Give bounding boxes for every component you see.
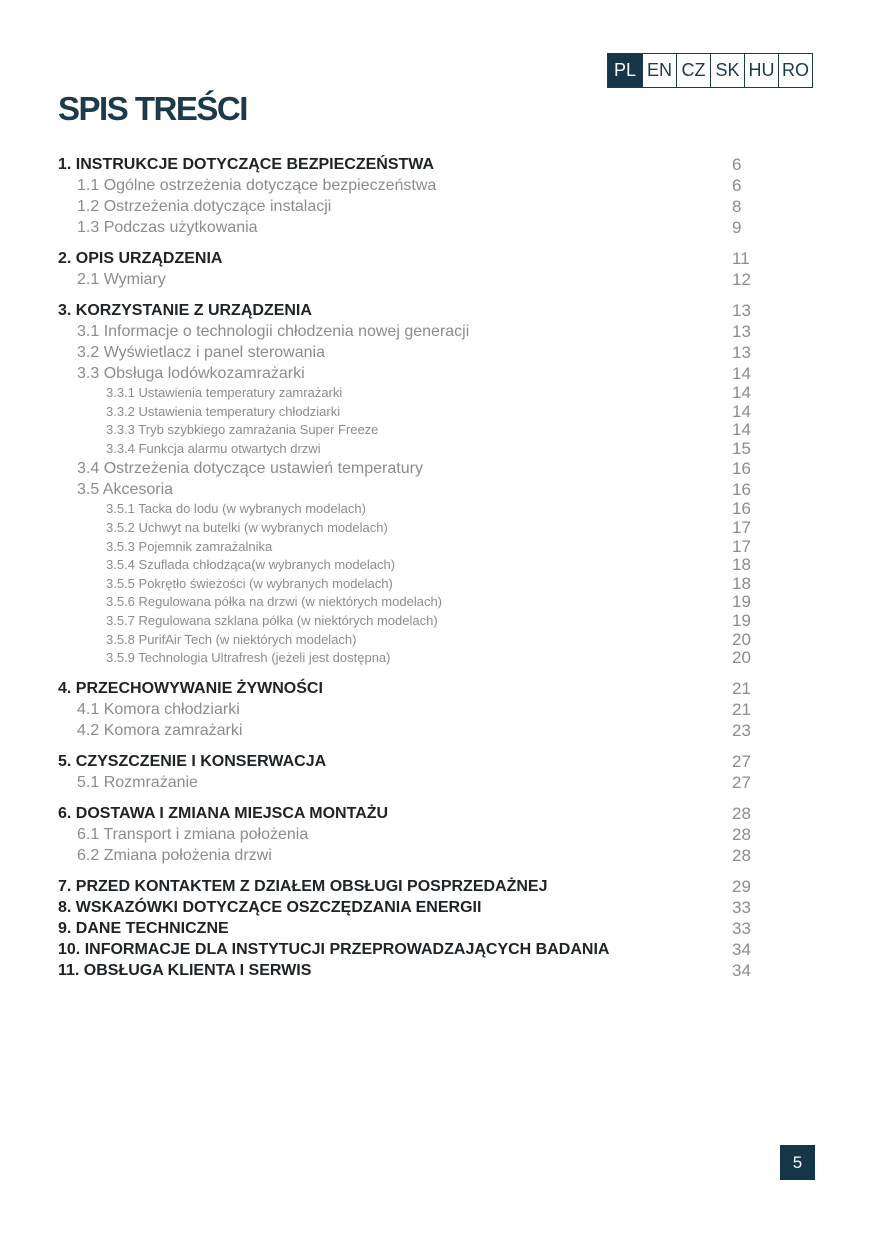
toc-entry-label: 6.2 Zmiana położenia drzwi [77, 846, 272, 864]
language-tab-ro[interactable]: RO [778, 54, 812, 87]
toc-entry-page: 27 [732, 751, 751, 771]
toc-entry-label: 7. PRZED KONTAKTEM Z DZIAŁEM OBSŁUGI POSPRZEDAŻNEJ [58, 877, 548, 895]
toc-entry-level-3[interactable] [58, 500, 758, 519]
toc-entry-level-1[interactable] [58, 154, 758, 175]
toc-entry-page: 19 [732, 592, 751, 612]
toc-entry-page: 13 [732, 301, 751, 320]
toc-entry-level-3[interactable] [58, 519, 758, 538]
toc-entry-label: 3.5 Akcesoria [77, 481, 174, 499]
toc-entry-page: 9 [732, 218, 742, 237]
toc-group [58, 154, 758, 238]
toc-entry-level-3[interactable] [58, 384, 758, 403]
toc-entry-page: 28 [732, 803, 751, 823]
toc-entry-label: 3.5.5 Pokrętło świeżości (w wybranych modelach) [106, 575, 393, 591]
toc-entry-page: 18 [732, 555, 751, 575]
toc-group [58, 300, 758, 668]
language-tab-pl[interactable]: PL [608, 54, 642, 87]
toc-entry-page: 17 [732, 536, 751, 556]
toc-entry-label: 1.3 Podczas użytkowania [77, 219, 258, 236]
page-title: SPIS TREŚCI [58, 90, 247, 127]
toc-entry-page: 11 [732, 249, 750, 268]
toc-entry-label: 5.1 Rozmrażanie [77, 773, 198, 791]
toc-entry-label: 3. KORZYSTANIE Z URZĄDZENIA [58, 302, 312, 319]
toc-group [58, 751, 758, 793]
toc-entry-label: 3.3.1 Ustawienia temperatury zamrażarki [106, 385, 343, 400]
toc-entry-level-3[interactable] [58, 593, 758, 612]
toc-entry-page: 18 [732, 573, 751, 593]
toc-entry-page: 34 [732, 939, 751, 959]
language-selector [607, 53, 813, 88]
toc-entry-level-1[interactable] [58, 300, 758, 321]
toc-entry-label: 3.1 Informacje o technologii chłodzenia nowej generacji [77, 323, 470, 340]
toc-entry-label: 3.5.6 Regulowana półka na drzwi (w niektórych modelach) [106, 594, 443, 610]
toc-entry-level-2[interactable] [58, 699, 758, 720]
toc-entry-page: 16 [732, 480, 751, 500]
toc-entry-level-1[interactable] [58, 897, 758, 918]
toc-entry-label: 3.4 Ostrzeżenia dotyczące ustawień temperatury [77, 460, 423, 478]
toc-entry-label: 3.5.7 Regulowana szklana półka (w niektórych modelach) [106, 612, 438, 628]
language-tab-hu[interactable]: HU [744, 54, 778, 87]
toc-entry-page: 14 [732, 364, 751, 383]
page-number: 5 [780, 1145, 815, 1180]
toc-entry-page: 13 [732, 343, 751, 362]
toc-entry-level-3[interactable] [58, 556, 758, 575]
toc-entry-page: 6 [732, 176, 742, 195]
toc-group [58, 248, 758, 290]
toc-entry-level-3[interactable] [58, 575, 758, 594]
toc-entry-page: 8 [732, 197, 742, 216]
toc-entry-level-2[interactable] [58, 342, 758, 363]
toc-entry-label: 3.3 Obsługa lodówkozamrażarki [77, 365, 305, 382]
toc-entry-level-2[interactable] [58, 175, 758, 196]
toc-entry-level-3[interactable] [58, 612, 758, 631]
toc-entry-label: 3.3.4 Funkcja alarmu otwartych drzwi [106, 440, 321, 456]
toc-entry-page: 14 [732, 383, 751, 402]
toc-entry-label: 2.1 Wymiary [77, 271, 166, 288]
toc-entry-level-2[interactable] [58, 217, 758, 238]
toc-entry-page: 33 [732, 897, 751, 917]
toc-entry-page: 6 [732, 155, 742, 174]
table-of-contents [58, 154, 758, 981]
toc-entry-level-2[interactable] [58, 269, 758, 290]
toc-entry-label: 3.2 Wyświetlacz i panel sterowania [77, 344, 325, 361]
toc-entry-page: 17 [732, 517, 751, 537]
toc-entry-page: 28 [732, 824, 751, 844]
toc-entry-page: 33 [732, 918, 751, 938]
toc-entry-level-1[interactable] [58, 248, 758, 269]
toc-entry-label: 10. INFORMACJE DLA INSTYTUCJI PRZEPROWADZAJĄCYCH BADANIA [58, 940, 610, 958]
language-tab-sk[interactable]: SK [710, 54, 744, 87]
toc-entry-label: 3.3.2 Ustawienia temperatury chłodziarki [106, 403, 341, 419]
toc-entry-label: 4.1 Komora chłodziarki [77, 700, 240, 718]
toc-entry-label: 9. DANE TECHNICZNE [58, 919, 229, 937]
toc-entry-label: 3.5.9 Technologia Ultrafresh (jeżeli jest dostępna) [106, 650, 391, 666]
toc-entry-label: 6.1 Transport i zmiana położenia [77, 825, 309, 843]
toc-group [58, 876, 758, 981]
toc-entry-level-2[interactable] [58, 824, 758, 845]
toc-entry-level-1[interactable] [58, 751, 758, 772]
toc-entry-level-2[interactable] [58, 720, 758, 741]
toc-entry-page: 14 [732, 420, 751, 440]
toc-entry-label: 1.1 Ogólne ostrzeżenia dotyczące bezpieczeństwa [77, 177, 437, 194]
toc-entry-page: 12 [732, 270, 751, 289]
toc-entry-level-3[interactable] [58, 421, 758, 440]
toc-entry-level-2[interactable] [58, 363, 758, 384]
toc-entry-page: 27 [732, 772, 751, 792]
toc-entry-level-2[interactable] [58, 196, 758, 217]
toc-entry-label: 3.5.4 Szuflada chłodząca(w wybranych modelach) [106, 557, 396, 573]
toc-entry-page: 16 [732, 499, 751, 519]
toc-entry-level-2[interactable] [58, 321, 758, 342]
toc-entry-label: 8. WSKAZÓWKI DOTYCZĄCE OSZCZĘDZANIA ENERGII [58, 898, 482, 916]
toc-entry-page: 23 [732, 720, 751, 740]
toc-entry-label: 1. INSTRUKCJE DOTYCZĄCE BEZPIECZEŃSTWA [58, 156, 435, 173]
toc-entry-page: 19 [732, 610, 751, 630]
toc-group [58, 803, 758, 866]
toc-entry-level-1[interactable] [58, 876, 758, 897]
toc-entry-level-1[interactable] [58, 960, 758, 981]
toc-entry-label: 3.3.3 Tryb szybkiego zamrażania Super Freeze [106, 422, 379, 438]
toc-entry-label: 4. PRZECHOWYWANIE ŻYWNOŚCI [58, 679, 323, 697]
toc-entry-label: 3.5.8 PurifAir Tech (w niektórych modelach) [106, 631, 357, 647]
toc-entry-label: 2. OPIS URZĄDZENIA [58, 250, 223, 267]
toc-entry-page: 14 [732, 401, 751, 421]
toc-entry-label: 1.2 Ostrzeżenia dotyczące instalacji [77, 198, 332, 215]
toc-entry-level-1[interactable] [58, 803, 758, 824]
toc-entry-page: 28 [732, 845, 751, 865]
toc-entry-label: 4.2 Komora zamrażarki [77, 721, 243, 739]
toc-entry-label: 3.5.2 Uchwyt na butelki (w wybranych modelach) [106, 519, 388, 535]
toc-entry-page: 20 [732, 648, 751, 668]
toc-entry-level-3[interactable] [58, 403, 758, 422]
toc-entry-page: 16 [732, 459, 751, 479]
language-tab-cz[interactable]: CZ [676, 54, 710, 87]
toc-entry-level-2[interactable] [58, 479, 758, 500]
toc-entry-label: 5. CZYSZCZENIE I KONSERWACJA [58, 752, 327, 770]
toc-entry-page: 29 [732, 876, 751, 896]
toc-entry-page: 34 [732, 960, 751, 980]
language-tab-en[interactable]: EN [642, 54, 676, 87]
toc-entry-page: 15 [732, 438, 751, 458]
toc-entry-label: 3.5.1 Tacka do lodu (w wybranych modelach) [106, 501, 366, 517]
toc-entry-page: 21 [732, 699, 751, 719]
toc-entry-page: 20 [732, 629, 751, 649]
toc-entry-level-1[interactable] [58, 678, 758, 699]
toc-entry-level-2[interactable] [58, 458, 758, 479]
toc-entry-page: 13 [732, 322, 751, 341]
toc-entry-level-3[interactable] [58, 538, 758, 557]
toc-entry-level-3[interactable] [58, 440, 758, 459]
toc-entry-level-3[interactable] [58, 631, 758, 650]
toc-entry-level-3[interactable] [58, 649, 758, 668]
toc-entry-level-2[interactable] [58, 845, 758, 866]
toc-entry-label: 3.5.3 Pojemnik zamrażalnika [106, 538, 273, 554]
toc-entry-label: 6. DOSTAWA I ZMIANA MIEJSCA MONTAŻU [58, 804, 389, 822]
toc-entry-level-2[interactable] [58, 772, 758, 793]
toc-entry-page: 21 [732, 678, 751, 698]
toc-entry-level-1[interactable] [58, 939, 758, 960]
toc-entry-label: 11. OBSŁUGA KLIENTA I SERWIS [58, 961, 312, 979]
toc-group [58, 678, 758, 741]
toc-entry-level-1[interactable] [58, 918, 758, 939]
